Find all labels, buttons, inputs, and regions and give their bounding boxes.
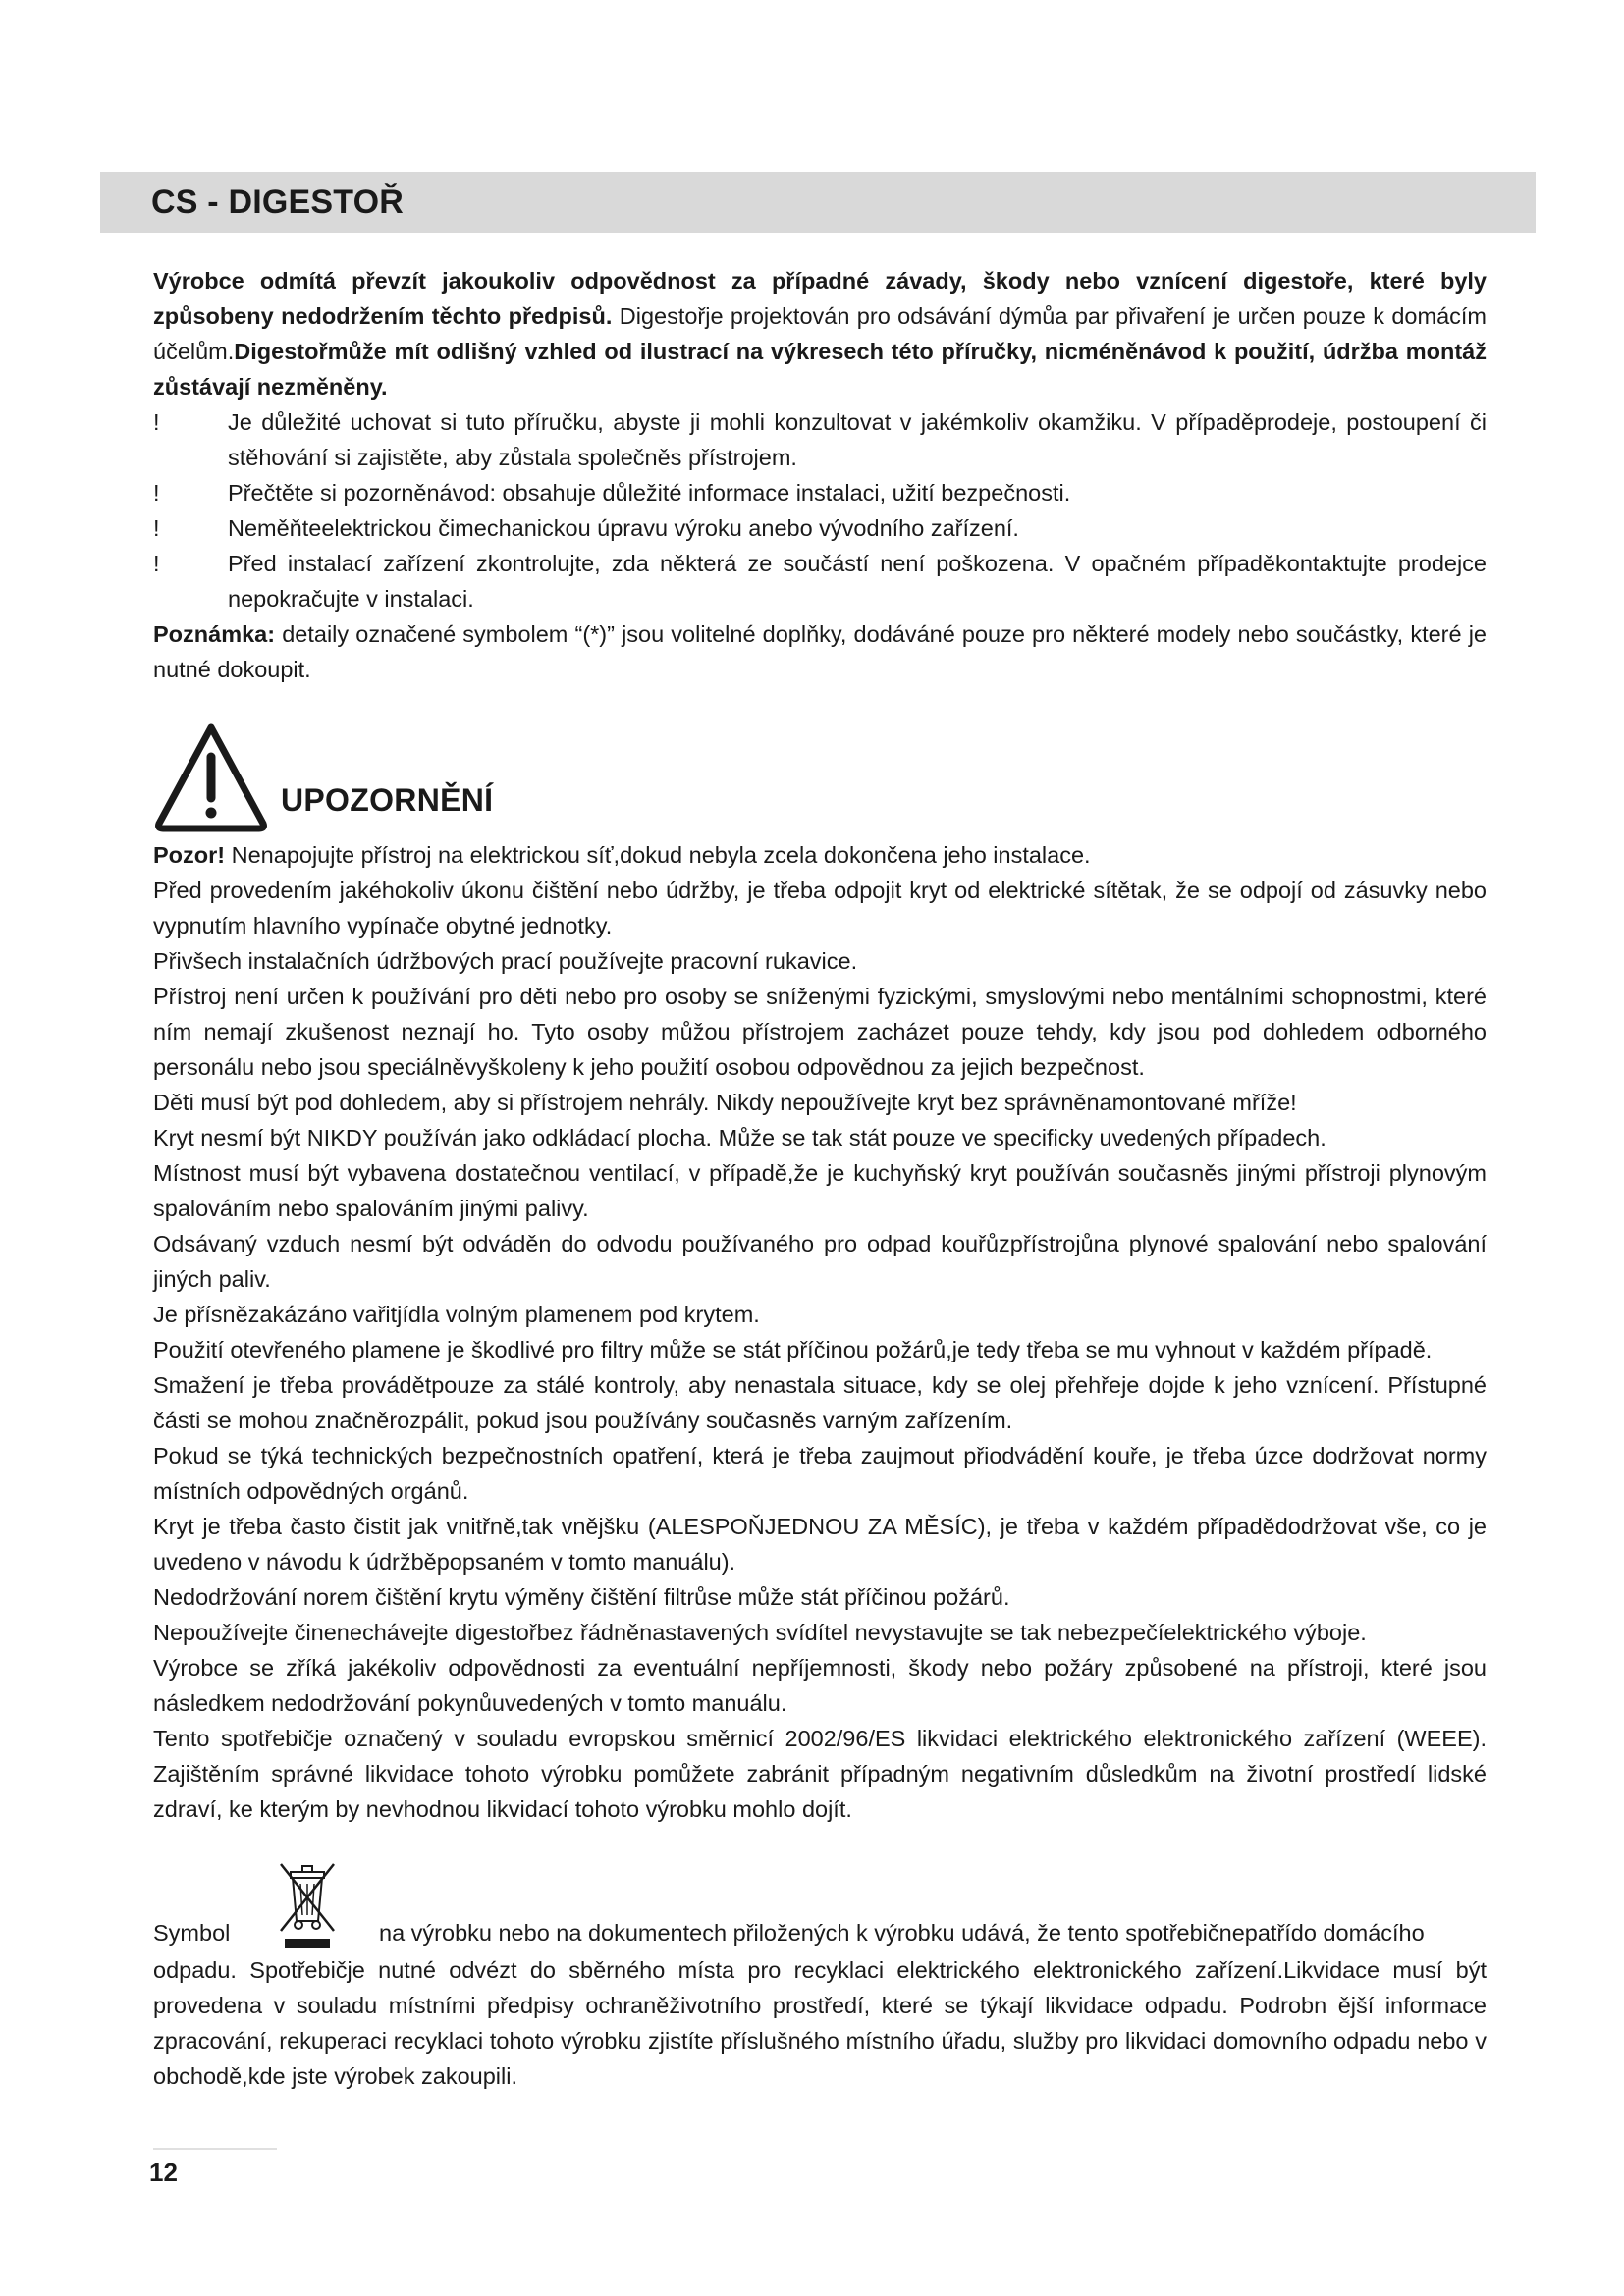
intro-bold-2: Digestořmůže mít odlišný vzhled od ilustrací na výkresech této příručky, nicméněnávod k použití, údržba montáž zůstávají nezměněny. <box>153 339 1487 400</box>
pozor-text: Nenapojujte přístroj na elektrickou síť,dokud nebyla zcela dokončena jeho instalace. <box>225 842 1091 868</box>
warning-paragraph: Děti musí být pod dohledem, aby si přístrojem nehrály. Nikdy nepoužívejte kryt bez správněnamontované mříže! <box>153 1090 1297 1115</box>
warning-paragraph: Tento spotřebičje označený v souladu evropskou směrnicí 2002/96/ES likvidaci elektrického elektronického zařízení (WEEE). Zajištěním správné likvidace tohoto výrobku pomůžete zabránit případným negativním důsledkům na životní prostředí lidské zdraví, ke kterým by nevhodnou likvidací tohoto výrobku mohlo dojít. <box>153 1726 1487 1822</box>
bullet-item <box>153 546 1487 616</box>
warning-paragraph: Výrobce se zříká jakékoliv odpovědnosti za eventuální nepříjemnosti, škody nebo požáry způsobené na přístroji, které jsou následkem nedodržování pokynůuvedených v tomto manuálu. <box>153 1655 1487 1716</box>
pozor-label: Pozor! <box>153 842 226 868</box>
weee-paragraph: odpadu. Spotřebičje nutné odvézt do sběrného místa pro recyklaci elektrického elektronického zařízení.Likvidace musí být provedena v souladu místními předpisy ochraněživotního prostředí, které se týkají likvidace odpadu. Podrobn ější informace zpracování, rekuperaci recyklaci tohoto výrobku zjistíte příslušného místního úřadu, služby pro likvidaci domovního odpadu nebo v obchodě,kde jste výrobek zakoupili. <box>153 1957 1487 2089</box>
bullet-text: Neměňteelektrickou čimechanickou úpravu výroku anebo vývodního zařízení. <box>228 515 1019 541</box>
note-paragraph <box>153 616 1487 687</box>
symbol-word: Symbol <box>153 1920 231 1946</box>
warning-paragraph: Před provedením jakéhokoliv úkonu čištění nebo údržby, je třeba odpojit kryt od elektrické sítětak, že se odpojí od zásuvky nebo vypnutím hlavního vypínače obytné jednotky. <box>153 878 1487 938</box>
warning-heading-block <box>153 721 1487 837</box>
warning-paragraph: Kryt nesmí být NIKDY používán jako odkládací plocha. Může se tak stát pouze ve specificky uvedených případech. <box>153 1125 1326 1150</box>
title-bar <box>100 172 1536 233</box>
safety-bullets <box>153 404 1487 616</box>
note-label: Poznámka: <box>153 621 276 647</box>
warning-paragraph: Pokud se týká technických bezpečnostních opatření, která je třeba zaujmout přiodvádění kouře, je třeba úzce dodržovat normy místních odpovědných orgánů. <box>153 1443 1487 1504</box>
page-number: 12 <box>149 2158 178 2187</box>
warning-paragraph: Odsávaný vzduch nesmí být odváděn do odvodu používaného pro odpad kouřůzpřístrojůna plynové spalování nebo spalování jiných paliv. <box>153 1231 1487 1292</box>
warning-paragraph: Nepoužívejte činenechávejte digestořbez řádněnastavených svídítel nevystavujte se tak nebezpečíelektrického výboje. <box>153 1620 1367 1645</box>
footer-divider <box>153 2148 277 2150</box>
weee-section <box>153 1858 1487 2094</box>
exclamation-mark: ! <box>153 409 160 435</box>
exclamation-mark: ! <box>153 551 160 576</box>
intro-bold-1: Výrobce odmítá převzít jakoukoliv odpovědnost za případné závady, škody nebo vznícení digestoře, které byly způsobeny nedodržením těchto předpisů. <box>153 268 1487 329</box>
warning-body <box>153 837 1487 1827</box>
content <box>153 263 1487 2094</box>
warning-paragraph: Je přísnězakázáno vařitjídla volným plamenem pod krytem. <box>153 1302 760 1327</box>
weee-symbol-row <box>153 1858 1487 1952</box>
crossed-out-bin-icon <box>273 1858 342 1949</box>
warning-triangle-icon <box>153 721 269 833</box>
symbol-explanation: na výrobku nebo na dokumentech přiložených k výrobku udává, že tento spotřebičnepatřído domácího <box>379 1920 1425 1946</box>
warning-paragraph <box>153 837 1487 873</box>
warning-paragraph: Přístroj není určen k používání pro děti nebo pro osoby se sníženými fyzickými, smyslovými nebo mentálními schopnostmi, které ním nemají zkušenost neznají ho. Tyto osoby můžou přístrojem zacházet pouze tehdy, kdy jsou pod dohledem odborného personálu nebo jsou speciálněvyškoleny k jeho použití osobou odpovědnou za jejich bezpečnost. <box>153 984 1487 1080</box>
bullet-text: Je důležité uchovat si tuto příručku, abyste ji mohli konzultovat v jakémkoliv okamžiku. V případěprodeje, postoupení či stěhování si zajistěte, aby zůstala společněs přístrojem. <box>228 409 1487 470</box>
exclamation-mark: ! <box>153 515 160 541</box>
bullet-item <box>153 404 1487 475</box>
warning-heading: UPOZORNĚNÍ <box>281 782 494 818</box>
warning-paragraph: Kryt je třeba často čistit jak vnitřně,tak vnějšku (ALESPOŇJEDNOU ZA MĚSÍC), je třeba v každém případědodržovat vše, co je uvedeno v návodu k údržběpopsaném v tomto manuálu). <box>153 1514 1487 1575</box>
warning-paragraph: Přivšech instalačních údržbových prací používejte pracovní rukavice. <box>153 948 858 974</box>
bullet-text: Před instalací zařízení zkontrolujte, zda některá ze součástí není poškozena. V opačném případěkontaktujte prodejce nepokračujte v instalaci. <box>228 551 1487 612</box>
intro-paragraph <box>153 263 1487 404</box>
exclamation-mark: ! <box>153 480 160 506</box>
warning-paragraph: Smažení je třeba provádětpouze za stálé kontroly, aby nenastala situace, kdy se olej přehřeje dojde k jeho vznícení. Přístupné části se mohou značněrozpálit, pokud jsou používány současněs varným zařízením. <box>153 1372 1487 1433</box>
warning-paragraph: Použití otevřeného plamene je škodlivé pro filtry může se stát příčinou požárů,je tedy třeba se mu vyhnout v každém případě. <box>153 1337 1433 1362</box>
bullet-item <box>153 475 1487 510</box>
bullet-text: Přečtěte si pozorněnávod: obsahuje důležité informace instalaci, užití bezpečnosti. <box>228 480 1071 506</box>
intro-normal-1: Digestořje projektován pro odsávání dýmůa par přivaření je určen pouze k domácím účelům. <box>153 303 1487 364</box>
note-text: detaily označené symbolem “(*)” jsou volitelné doplňky, dodáváné pouze pro některé modely nebo součástky, které je nutné dokoupit. <box>153 621 1487 682</box>
warning-paragraph: Místnost musí být vybavena dostatečnou ventilací, v případě,že je kuchyňský kryt používán současněs jinými přístroji plynovým spalováním nebo spalováním jinými palivy. <box>153 1160 1487 1221</box>
bullet-item <box>153 510 1487 546</box>
page-title: CS - DIGESTOŘ <box>151 183 405 221</box>
warning-paragraph: Nedodržování norem čištění krytu výměny čištění filtrůse může stát příčinou požárů. <box>153 1584 1010 1610</box>
